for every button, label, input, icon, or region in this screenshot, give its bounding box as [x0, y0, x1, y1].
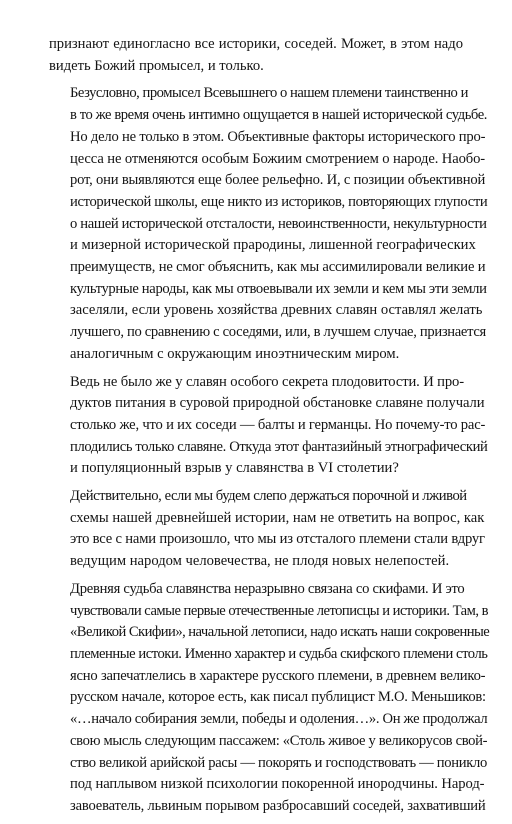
text-line: завоеватель, львиным порывом разбросавший соседей, захвативший — [70, 797, 486, 814]
text-line: «Великой Скифии», начальной летописи, надо искать наши сокровенные — [70, 624, 490, 641]
text-line: столько же, что и их соседи — балты и германцы. Но почему-то рас- — [70, 416, 486, 433]
text-line: ство великой арийской расы — покорять и господствовать — поникло — [70, 754, 487, 771]
text-line: лучшего, по сравнению с соседями, или, в лучшем случае, признается — [70, 324, 486, 341]
text-line: дуктов питания в суровой природной обстановке славяне получали — [70, 395, 485, 412]
text-line: и популяционный взрыв у славянства в VI столетии? — [70, 460, 399, 477]
paragraph-1 — [49, 34, 463, 77]
document-page — [49, 34, 490, 824]
text-line: плодились только славяне. Откуда этот фантазийный этнографический — [70, 438, 488, 455]
text-line: под наплывом низкой психологии покоренной инородчины. Народ- — [70, 776, 485, 793]
paragraph-3 — [49, 372, 488, 481]
text-line: Ведь не было же у славян особого секрета плодовитости. И про- — [70, 373, 464, 390]
paragraph-5 — [49, 579, 490, 818]
text-line: свою мысль следующим пассажем: «Столь живое у великорусов свой- — [70, 732, 488, 749]
text-line: Но дело не только в этом. Объективные факторы исторического про- — [70, 128, 486, 145]
text-line: заселяли, если уровень хозяйства древних славян оставлял желать — [70, 302, 483, 319]
text-line: схемы нашей древнейшей истории, нам не ответить на вопрос, как — [70, 509, 485, 526]
text-line: «…начало собирания земли, победы и одоления…». Он же продолжал — [70, 711, 488, 728]
text-line: преимуществ, не смог объяснить, как мы ассимилировали великие и — [70, 259, 486, 276]
text-line: племенные истоки. Именно характер и судьба скифского племени столь — [70, 645, 488, 662]
text-line: ведущим народом человечества, не плодя новых нелепостей. — [70, 553, 450, 570]
text-line: русском начале, которое есть, как писал публицист М.О. Меньшиков: — [70, 689, 486, 706]
text-line: исторической школы, еще никто из историков, повторяющих глупости — [70, 193, 488, 210]
text-line: аналогичным с окружающим иноэтническим миром. — [70, 345, 400, 362]
text-line: культурные народы, как мы отвоевывали их земли и кем мы эти земли — [70, 280, 487, 297]
text-line: Действительно, если мы будем слепо держаться порочной и лживой — [70, 488, 467, 505]
text-line: признают единогласно все историки, соседей. Может, в этом надо — [49, 36, 463, 52]
paragraph-4 — [49, 486, 485, 573]
text-line: это все с нами произошло, что мы из отсталого племени стали вдруг — [70, 531, 485, 548]
text-line: ясно запечатлелись в характере русского племени, в древнем велико- — [70, 667, 486, 684]
text-line: рот, они выявляются еще более рельефно. И, с позиции объективной — [70, 172, 486, 189]
text-line: чувствовали самые первые отечественные летописцы и историки. Там, в — [70, 602, 489, 619]
paragraph-2 — [49, 83, 488, 365]
text-line: о нашей исторической отсталости, невоинственности, некультурности — [70, 215, 487, 232]
text-line: в то же время очень интимно ощущается в нашей исторической судьбе. — [70, 107, 488, 124]
text-line: Древняя судьба славянства неразрывно связана со скифами. И это — [70, 580, 465, 597]
text-line: и мизерной исторической прародины, лишенной географических — [70, 237, 476, 254]
text-line: видеть Божий промысел, и только. — [49, 57, 264, 74]
text-line: цесса не отменяются особым Божиим смотрением о народе. Наобо- — [70, 150, 486, 167]
text-line: Безусловно, промысел Всевышнего о нашем племени таинственно и — [70, 85, 468, 102]
